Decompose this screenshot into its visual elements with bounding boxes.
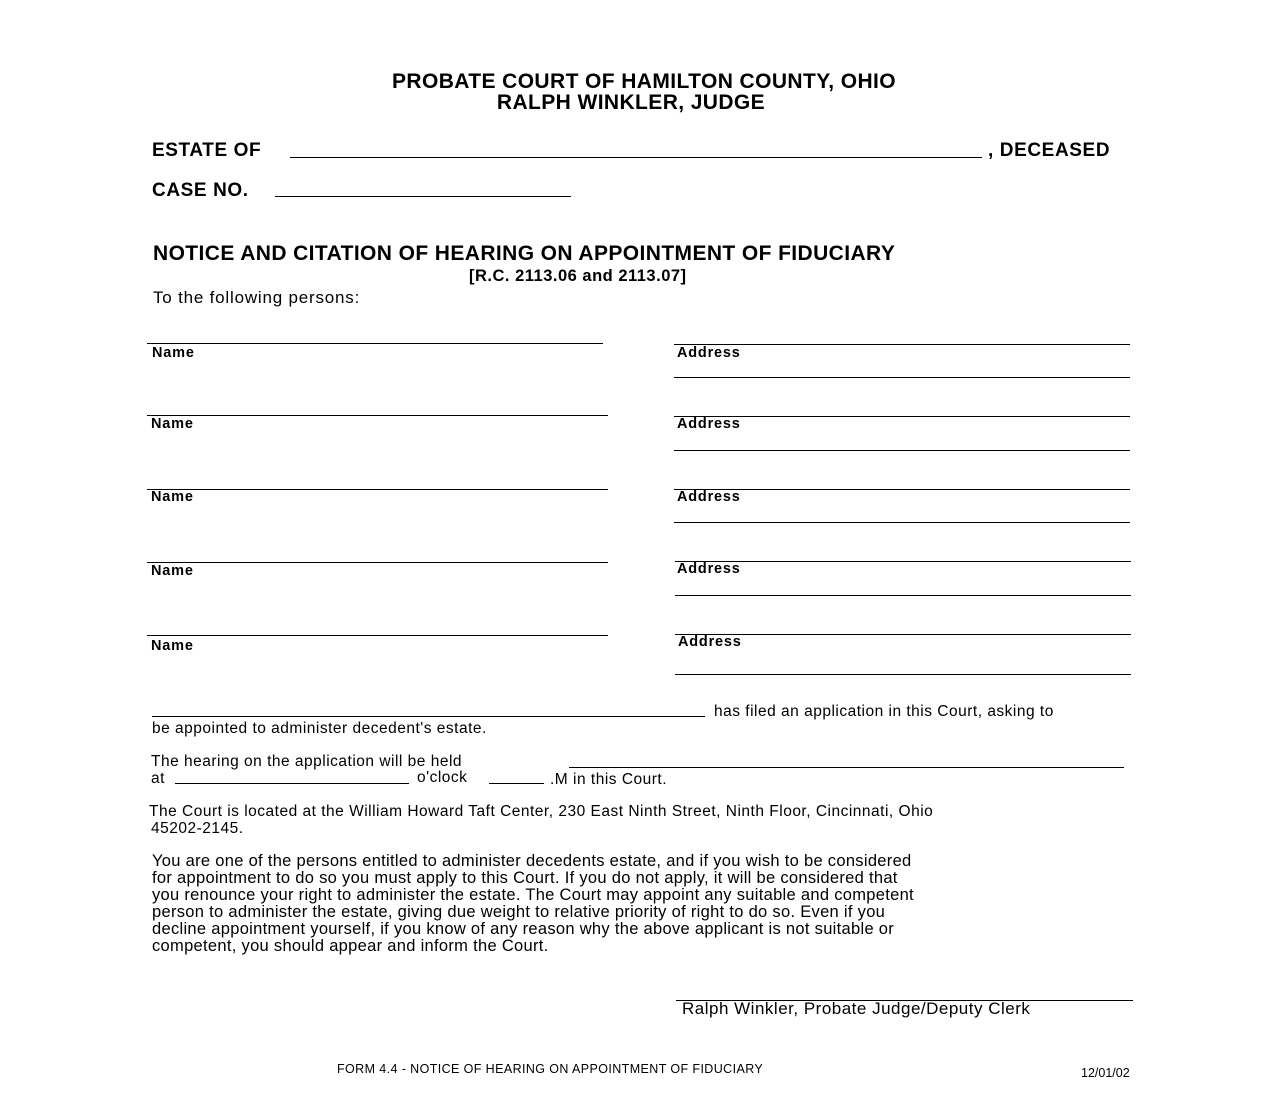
am-pm-field[interactable] <box>489 783 544 784</box>
name-label: Name <box>151 638 194 654</box>
address-field[interactable] <box>675 561 1131 562</box>
name-field[interactable] <box>147 489 608 490</box>
estate-name-field[interactable] <box>290 157 982 158</box>
statute-reference: [R.C. 2113.06 and 2113.07] <box>469 267 687 285</box>
address-label: Address <box>678 634 742 650</box>
applicant-field[interactable] <box>152 716 705 717</box>
name-label: Name <box>151 416 194 432</box>
address-field-line2[interactable] <box>674 377 1130 378</box>
court-name: PROBATE COURT OF HAMILTON COUNTY, OHIO <box>391 70 897 93</box>
address-field-line2[interactable] <box>674 450 1130 451</box>
form-date: 12/01/02 <box>1081 1066 1130 1080</box>
name-field[interactable] <box>147 415 608 416</box>
address-label: Address <box>677 345 741 361</box>
estate-label: ESTATE OF <box>152 140 262 161</box>
judge-name: RALPH WINKLER, JUDGE <box>496 91 766 114</box>
address-field-line2[interactable] <box>675 595 1131 596</box>
case-no-field[interactable] <box>275 196 571 197</box>
address-field[interactable] <box>674 416 1130 417</box>
address-field[interactable] <box>674 489 1130 490</box>
application-text-2: be appointed to administer decedent's estate. <box>152 720 487 737</box>
name-field[interactable] <box>147 635 608 636</box>
hearing-date-field[interactable] <box>569 767 1124 768</box>
application-text: has filed an application in this Court, asking to <box>714 703 1054 720</box>
name-label: Name <box>152 345 195 361</box>
address-field[interactable] <box>674 344 1130 345</box>
signature-label: Ralph Winkler, Probate Judge/Deputy Clerk <box>682 999 1031 1018</box>
address-label: Address <box>677 416 741 432</box>
name-field[interactable] <box>147 562 608 563</box>
court-zip: 45202-2145. <box>151 820 244 837</box>
name-field[interactable] <box>147 343 603 344</box>
oclock-label: o'clock <box>417 769 468 786</box>
at-label: at <box>151 770 165 787</box>
address-field-line2[interactable] <box>675 674 1131 675</box>
intro-text: To the following persons: <box>153 288 361 307</box>
hearing-time-field[interactable] <box>175 783 409 784</box>
form-footer: FORM 4.4 - NOTICE OF HEARING ON APPOINTMENT OF FIDUCIARY <box>337 1062 764 1076</box>
court-location: The Court is located at the William Howard Taft Center, 230 East Ninth Street, Ninth Floor, Cincinnati, Ohio <box>149 803 934 820</box>
form-title: NOTICE AND CITATION OF HEARING ON APPOINTMENT OF FIDUCIARY <box>153 242 896 265</box>
address-label: Address <box>677 561 741 577</box>
address-field[interactable] <box>675 634 1131 635</box>
hearing-text: The hearing on the application will be held <box>151 753 463 770</box>
address-field-line2[interactable] <box>674 522 1130 523</box>
address-label: Address <box>677 489 741 505</box>
notice-paragraph: You are one of the persons entitled to administer decedents estate, and if you wish to be considered for appointment to do so you must apply to this Court. If you do not apply, it will be considered that you renounce your right to administer the estate. The Court may appoint any suitable and competent person to administer the estate, giving due weight to relative priority of right to do so. Even if you decline appointment yourself, if you know of any reason why the above applicant is not suitable or competent, you should appear and inform the Court. <box>152 852 914 955</box>
case-no-label: CASE NO. <box>152 180 249 201</box>
deceased-label: , DECEASED <box>988 140 1111 161</box>
name-label: Name <box>151 563 194 579</box>
name-label: Name <box>151 489 194 505</box>
in-this-court-label: .M in this Court. <box>550 771 668 788</box>
